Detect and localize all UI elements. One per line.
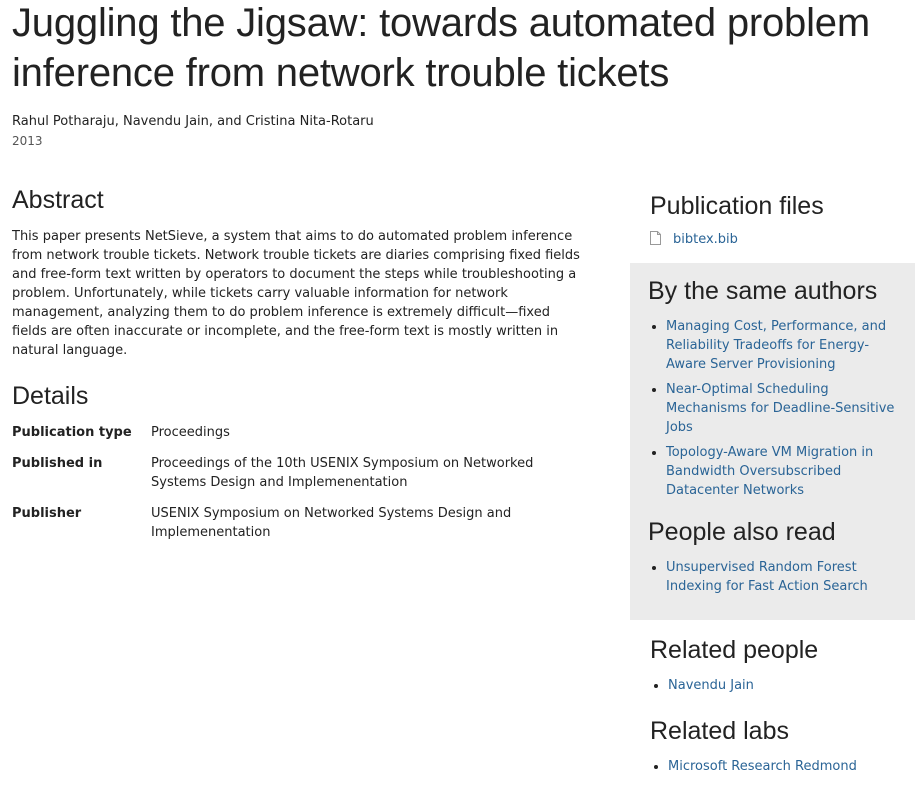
list-item (666, 443, 897, 500)
bibtex-file-label: bibtex.bib (673, 232, 738, 247)
bibtex-file-link[interactable] (650, 232, 895, 247)
details-row-published-in (12, 454, 551, 504)
publication-year: 2013 (12, 134, 43, 148)
details-heading: Details (12, 382, 89, 410)
abstract-text: This paper presents NetSieve, a system that aims to do automated problem inference from network trouble tickets. Network trouble tickets are diaries comprising fixed fields and free-form text written by operators to document the steps while troubleshooting a problem. Unfortunately, while tickets carry valuable information for network management, analyzing them to do problem inference is extremely difficult—fixed fields are often inaccurate or incomplete, and the free-form text is mostly written in natural language. (12, 229, 580, 358)
people-also-read-heading: People also read (648, 518, 836, 546)
list-item (666, 317, 897, 374)
related-labs-heading: Related labs (650, 717, 789, 745)
file-icon (650, 231, 661, 245)
related-lab-link[interactable]: Microsoft Research Redmond (668, 759, 857, 774)
related-people-heading: Related people (650, 636, 819, 664)
abstract-heading: Abstract (12, 186, 104, 214)
same-author-link[interactable]: Managing Cost, Performance, and Reliability Tradeoffs for Energy-Aware Server Provisioning (666, 319, 887, 372)
same-author-link[interactable]: Topology-Aware VM Migration in Bandwidth Oversubscribed Datacenter Networks (666, 445, 874, 498)
details-table (12, 423, 551, 554)
sidebar (630, 180, 915, 794)
details-row-publisher (12, 504, 551, 554)
related-labs-list (650, 757, 895, 776)
details-row-type (12, 423, 551, 454)
main-content (12, 184, 587, 554)
same-authors-heading: By the same authors (648, 277, 878, 305)
details-key: Publisher (12, 506, 82, 521)
people-also-read-list (648, 558, 897, 596)
related-people-section (630, 620, 915, 709)
also-read-link[interactable]: Unsupervised Random Forest Indexing for Fast Action Search (666, 560, 868, 594)
list-item (666, 380, 897, 437)
same-author-link[interactable]: Near-Optimal Scheduling Mechanisms for Deadline-Sensitive Jobs (666, 382, 895, 435)
details-value: Proceedings (151, 425, 230, 440)
list-item (668, 676, 895, 695)
list-item (668, 757, 895, 776)
details-value: Proceedings of the 10th USENIX Symposium on Networked Systems Design and Implemenentation (151, 456, 534, 490)
related-labs-section (630, 709, 915, 794)
details-key: Published in (12, 456, 103, 471)
page-title: Juggling the Jigsaw: towards automated problem inference from network trouble tickets (12, 1, 870, 95)
details-key: Publication type (12, 425, 132, 440)
publication-files-section (630, 180, 915, 263)
authors-line: Rahul Potharaju, Navendu Jain, and Cristina Nita-Rotaru (12, 114, 374, 129)
list-item (666, 558, 897, 596)
details-value: USENIX Symposium on Networked Systems Design and Implemenentation (151, 506, 512, 540)
related-person-link[interactable]: Navendu Jain (668, 678, 754, 693)
same-authors-and-also-read-panel (630, 263, 915, 620)
same-authors-list (648, 317, 897, 500)
publication-files-heading: Publication files (650, 192, 824, 220)
related-people-list (650, 676, 895, 695)
